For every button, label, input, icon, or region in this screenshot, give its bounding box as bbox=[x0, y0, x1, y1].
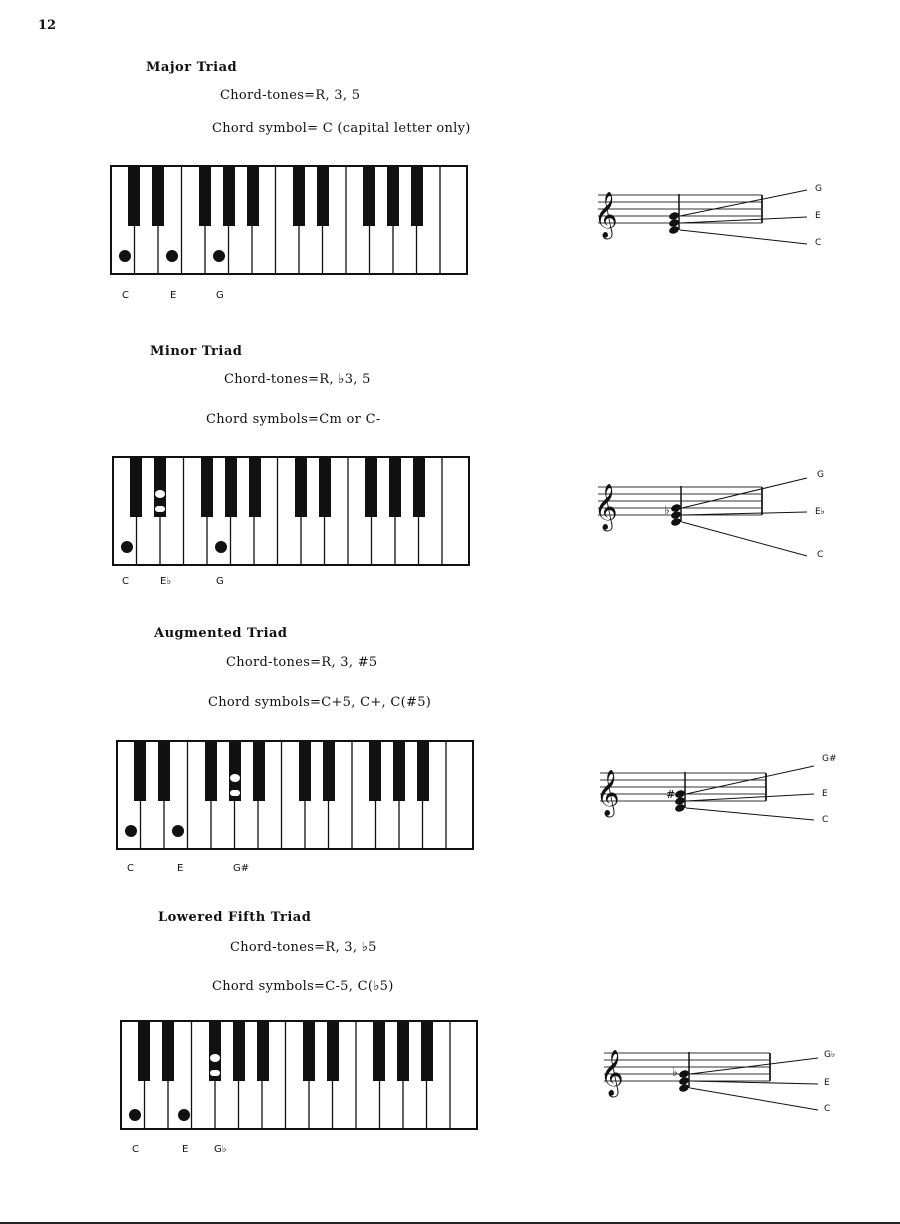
staff-label: E bbox=[824, 1078, 830, 1088]
section-title: Minor Triad bbox=[150, 344, 243, 359]
chord-tones: Chord-tones=R, 3, ♭5 bbox=[230, 940, 377, 955]
sharp-icon: # bbox=[666, 788, 676, 801]
section-title: Lowered Fifth Triad bbox=[158, 910, 312, 925]
staff-label: G bbox=[817, 470, 824, 480]
key-label: C bbox=[132, 1144, 139, 1155]
chord-symbol: Chord symbols=Cm or C- bbox=[206, 412, 381, 427]
key-label: C bbox=[122, 576, 129, 587]
lowered-fifth-triad-section bbox=[0, 852, 900, 1155]
treble-clef-icon: 𝄞 bbox=[594, 484, 618, 530]
treble-clef-icon: 𝄞 bbox=[596, 770, 620, 816]
staff-label: E bbox=[815, 211, 821, 221]
key-label: E bbox=[177, 863, 184, 874]
staff-label: C bbox=[815, 238, 822, 248]
staff-label: C bbox=[822, 815, 829, 825]
chord-tones: Chord-tones=R, 3, #5 bbox=[226, 655, 378, 670]
flat-icon: ♭ bbox=[664, 503, 670, 517]
augmented-triad-section bbox=[0, 568, 900, 874]
treble-staff bbox=[598, 1038, 838, 1118]
piano-keyboard bbox=[120, 1020, 480, 1132]
treble-clef-icon: 𝄞 bbox=[600, 1050, 624, 1096]
treble-staff bbox=[594, 758, 834, 828]
key-label: G# bbox=[233, 863, 250, 874]
section-title: Major Triad bbox=[146, 60, 238, 75]
piano-keyboard bbox=[112, 456, 472, 568]
key-label: G bbox=[216, 576, 224, 587]
staff-label: G# bbox=[822, 754, 837, 764]
staff-label: C bbox=[824, 1104, 831, 1114]
minor-triad-section bbox=[0, 284, 900, 587]
staff-label: G bbox=[815, 184, 822, 194]
key-label: E♭ bbox=[160, 576, 172, 587]
chord-symbol: Chord symbol= C (capital letter only) bbox=[212, 121, 471, 136]
piano-keyboard bbox=[116, 740, 476, 852]
key-label: C bbox=[127, 863, 134, 874]
staff-label: E♭ bbox=[815, 507, 825, 517]
key-label: G♭ bbox=[214, 1144, 227, 1155]
flat-icon: ♭ bbox=[672, 1065, 678, 1079]
key-label: G bbox=[216, 290, 224, 301]
staff-label: E bbox=[822, 789, 828, 799]
page-number: 12 bbox=[38, 18, 57, 33]
piano-keyboard bbox=[110, 165, 470, 277]
key-label: E bbox=[170, 290, 177, 301]
section-title: Augmented Triad bbox=[154, 626, 288, 641]
major-triad-section bbox=[0, 0, 900, 301]
treble-clef-icon: 𝄞 bbox=[594, 192, 618, 238]
chord-tones: Chord-tones=R, 3, 5 bbox=[220, 88, 361, 103]
treble-staff bbox=[592, 472, 832, 562]
key-label: E bbox=[182, 1144, 189, 1155]
chord-symbol: Chord symbols=C+5, C+, C(#5) bbox=[208, 695, 432, 710]
chord-symbol: Chord symbols=C-5, C(♭5) bbox=[212, 979, 394, 994]
staff-label: G♭ bbox=[824, 1050, 836, 1060]
treble-staff bbox=[592, 180, 832, 250]
chord-tones: Chord-tones=R, ♭3, 5 bbox=[224, 372, 371, 387]
staff-label: C bbox=[817, 550, 824, 560]
key-label: C bbox=[122, 290, 129, 301]
